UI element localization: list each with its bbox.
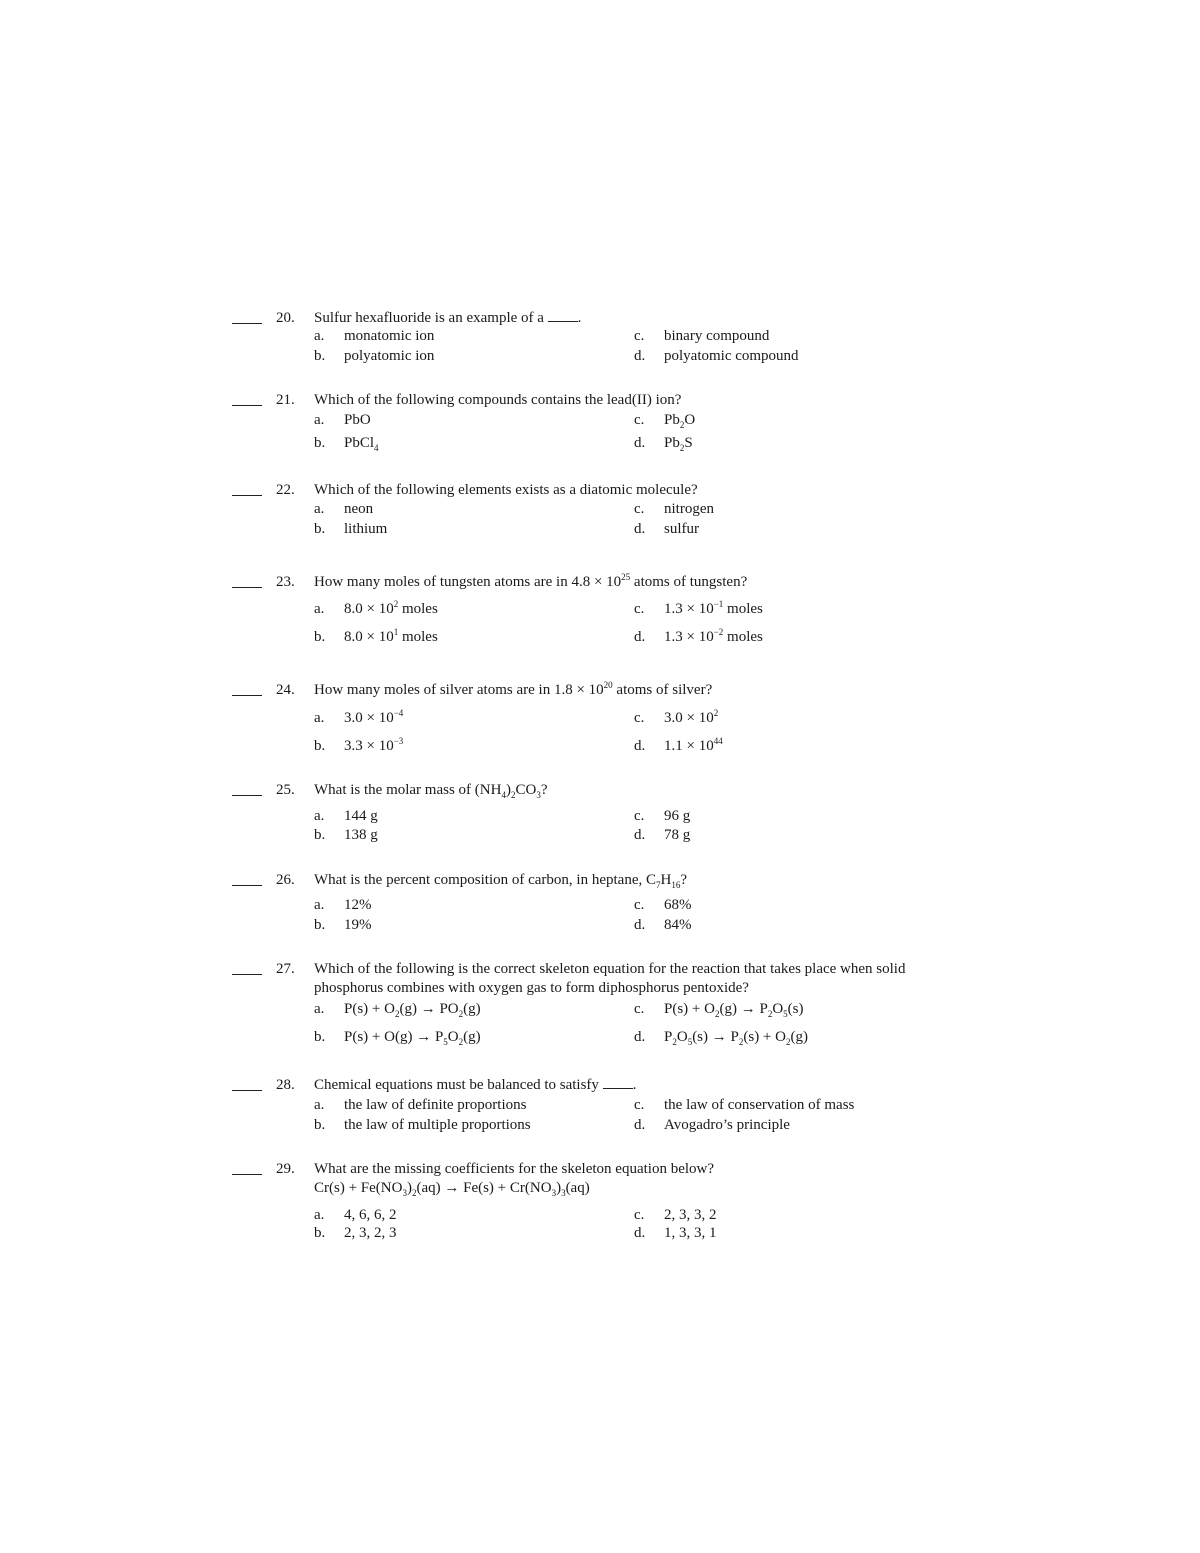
answer-blank[interactable] xyxy=(232,395,262,406)
option-a[interactable]: a. $3.0 \times 10^{-4}$ xyxy=(314,708,404,726)
option-a[interactable]: a. 12% xyxy=(314,897,372,913)
question-stem: Which of the following is the correct skeleton equation for the reaction that takes place when solid phosphorus combines with oxygen gas to form diphosphorus pentoxide? xyxy=(314,961,906,996)
option-c[interactable]: c. $1.3 \times 10^{-1}$ moles xyxy=(634,599,763,617)
option-c[interactable]: c. the law of conservation of mass xyxy=(634,1097,855,1113)
option-a[interactable]: a. 4, 6, 6, 2 xyxy=(314,1207,397,1223)
question-stem: What is the percent composition of carbon, in heptane, $C_7H_{16}$? xyxy=(314,872,687,890)
answer-blank[interactable] xyxy=(232,685,262,696)
option-d[interactable]: d. $P_2O_5(s) \to P_2(s) + O_2(g)$ xyxy=(634,1029,808,1047)
option-b[interactable]: b. 138 g xyxy=(314,827,378,843)
question-number: 26. xyxy=(276,872,295,888)
option-a[interactable]: a. $8.0 \times 10^2$ moles xyxy=(314,599,438,617)
option-d[interactable]: d. 78 g xyxy=(634,827,691,843)
option-c[interactable]: c. binary compound xyxy=(634,328,770,344)
option-c[interactable]: c. nitrogen xyxy=(634,501,714,517)
question-number: 20. xyxy=(276,310,295,326)
skeleton-equation: $Cr(s) + Fe(NO_3)_2(aq) \to Fe(s) + Cr(NO_3)_3(aq)$ xyxy=(314,1180,590,1198)
question-stem: How many moles of silver atoms are in $1.8 \times 10^{20}$ atoms of silver? xyxy=(314,680,713,698)
option-d[interactable]: d. 1, 3, 3, 1 xyxy=(634,1225,717,1241)
option-a[interactable]: a. the law of definite proportions xyxy=(314,1097,527,1113)
question-number: 27. xyxy=(276,961,295,977)
question-stem: What is the molar mass of $(NH_4)_2CO_3$? xyxy=(314,782,548,800)
answer-blank[interactable] xyxy=(232,485,262,496)
question-stem: Chemical equations must be balanced to satisfy . xyxy=(314,1077,637,1093)
question-stem: Which of the following elements exists as a diatomic molecule? xyxy=(314,482,698,498)
option-c[interactable]: c. 2, 3, 3, 2 xyxy=(634,1207,717,1223)
answer-blank[interactable] xyxy=(232,1164,262,1175)
option-c[interactable]: c. $Pb_2O$ xyxy=(634,412,696,430)
inline-blank xyxy=(548,311,578,322)
option-b[interactable]: b. the law of multiple proportions xyxy=(314,1117,531,1133)
option-b[interactable]: b. PbCl$_4$ xyxy=(314,435,379,453)
question-number: 25. xyxy=(276,782,295,798)
answer-blank[interactable] xyxy=(232,875,262,886)
question-number: 21. xyxy=(276,392,295,408)
option-c[interactable]: c. 96 g xyxy=(634,808,691,824)
inline-blank xyxy=(603,1078,633,1089)
option-d[interactable]: d. sulfur xyxy=(634,521,699,537)
option-b[interactable]: b. lithium xyxy=(314,521,388,537)
option-b[interactable]: b. 2, 3, 2, 3 xyxy=(314,1225,397,1241)
option-b[interactable]: b. $8.0 \times 10^1$ moles xyxy=(314,627,438,645)
option-a[interactable]: a. neon xyxy=(314,501,374,517)
option-c[interactable]: c. 68% xyxy=(634,897,692,913)
answer-blank[interactable] xyxy=(232,1080,262,1091)
option-b[interactable]: b. polyatomic ion xyxy=(314,348,435,364)
answer-blank[interactable] xyxy=(232,577,262,588)
question-number: 28. xyxy=(276,1077,295,1093)
question-stem: How many moles of tungsten atoms are in $4.8 \times 10^{25}$ atoms of tungsten? xyxy=(314,572,748,590)
question-stem: Sulfur hexafluoride is an example of a . xyxy=(314,310,582,326)
answer-blank[interactable] xyxy=(232,313,262,324)
question-number: 29. xyxy=(276,1161,295,1177)
question-stem: Which of the following compounds contains the lead(II) ion? xyxy=(314,392,682,408)
option-b[interactable]: b. 19% xyxy=(314,917,372,933)
option-d[interactable]: d. $1.3 \times 10^{-2}$ moles xyxy=(634,627,763,645)
option-a[interactable]: a. monatomic ion xyxy=(314,328,435,344)
option-d[interactable]: d. $Pb_2S$ xyxy=(634,435,693,453)
option-d[interactable]: d. Avogadro’s principle xyxy=(634,1117,790,1133)
option-d[interactable]: d. polyatomic compound xyxy=(634,348,799,364)
answer-blank[interactable] xyxy=(232,964,262,975)
question-number: 23. xyxy=(276,574,295,590)
option-b[interactable]: b. $3.3 \times 10^{-3}$ xyxy=(314,736,404,754)
option-a[interactable]: a. PbO xyxy=(314,412,371,428)
option-d[interactable]: d. $1.1 \times 10^{44}$ xyxy=(634,736,723,754)
answer-blank[interactable] xyxy=(232,785,262,796)
question-number: 22. xyxy=(276,482,295,498)
question-stem: What are the missing coefficients for the skeleton equation below? $Cr(s) + Fe(NO_3)_2(aq) \to Fe(s) + Cr(NO_3)_3(aq)$ xyxy=(314,1160,974,1198)
option-a[interactable]: a. 144 g xyxy=(314,808,378,824)
option-c[interactable]: c. $3.0 \times 10^2$ xyxy=(634,708,719,726)
question-number: 24. xyxy=(276,682,295,698)
option-d[interactable]: d. 84% xyxy=(634,917,692,933)
option-b[interactable]: b. $P(s) + O(g) \to P_5O_2(g)$ xyxy=(314,1029,481,1047)
option-a[interactable]: a. $P(s) + O_2(g) \to PO_2(g)$ xyxy=(314,1001,481,1019)
option-c[interactable]: c. $P(s) + O_2(g) \to P_2O_5(s)$ xyxy=(634,1001,804,1019)
